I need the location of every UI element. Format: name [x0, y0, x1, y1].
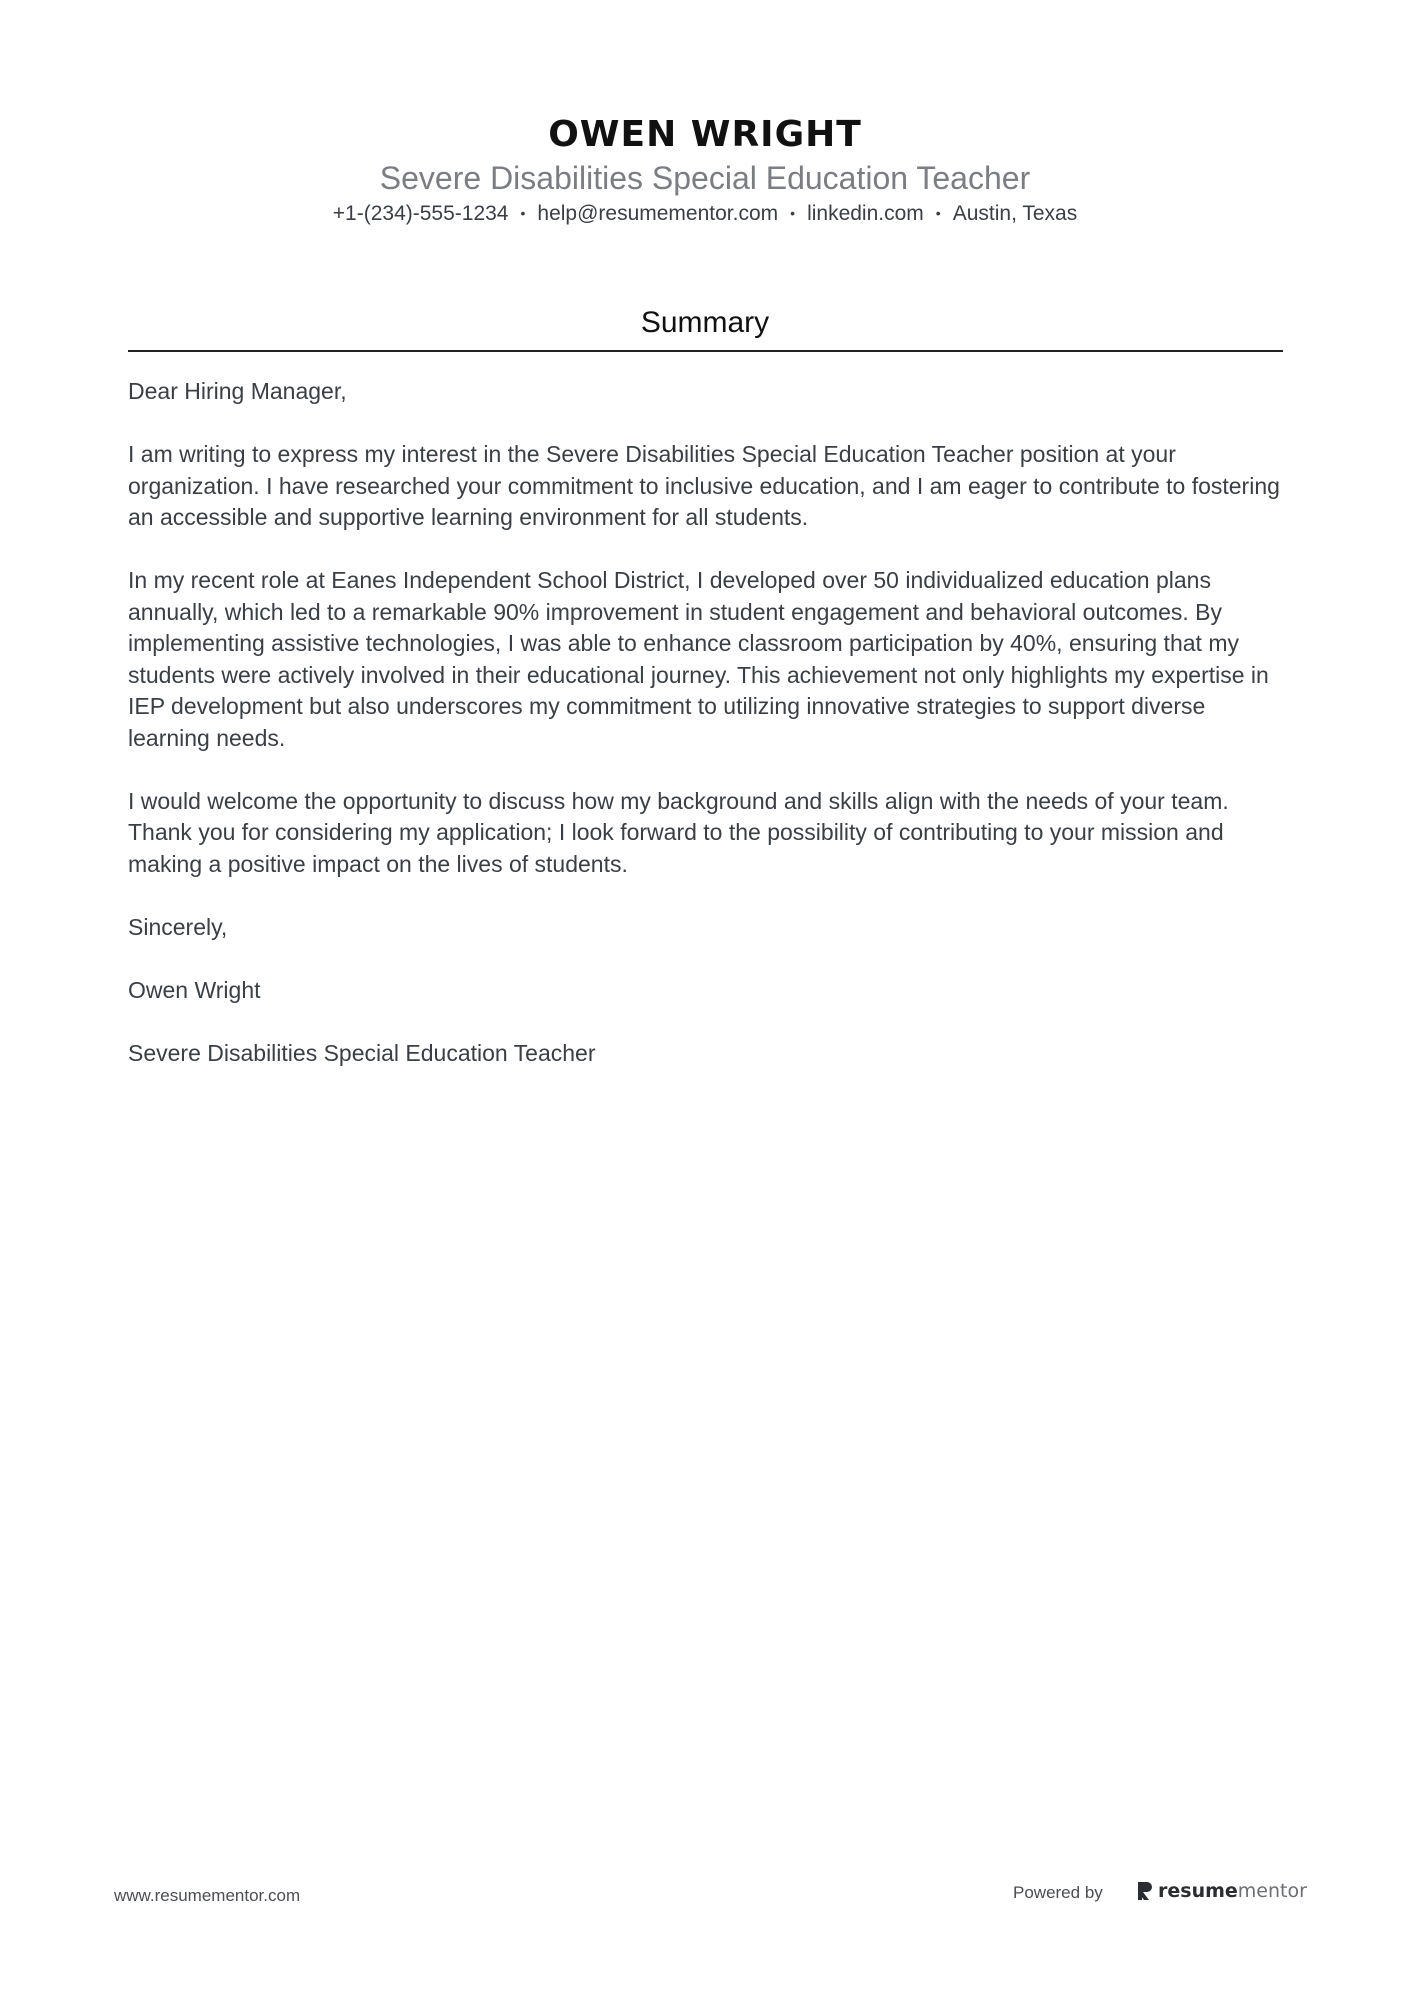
candidate-title: Severe Disabilities Special Education Teacher	[379, 160, 1031, 196]
contact-line	[0, 198, 1410, 229]
contact-phone: +1-(234)-555-1234	[332, 202, 509, 225]
separator-dot: •	[520, 205, 526, 221]
closing: Sincerely,	[128, 913, 228, 940]
salutation: Dear Hiring Manager,	[128, 378, 347, 404]
brand-logo[interactable]	[1136, 1877, 1307, 1905]
section-title-summary: Summary	[640, 306, 770, 339]
contact-location: Austin, Texas	[952, 202, 1078, 225]
signature-name: Owen Wright	[128, 976, 261, 1003]
section-divider	[128, 350, 1283, 352]
resumementor-logo-icon	[1136, 1880, 1154, 1902]
powered-by-label: Powered by	[1013, 1883, 1103, 1902]
brand-name-light: mentor	[1237, 1880, 1307, 1902]
candidate-name: OWEN WRIGHT	[548, 114, 862, 155]
paragraph-intro: I am writing to express my interest in the Severe Disabilities Special Education Teacher position at your organization. I have researched your commitment to inclusive education, and I am eager to contribute to fostering an accessible and supportive learning environment for all students.	[128, 441, 1280, 530]
paragraph-closing: I would welcome the opportunity to discuss how my background and skills align with the needs of your team. Thank you for considering my application; I look forward to the possibility of contributing to your mission and making a positive impact on the lives of students.	[128, 787, 1229, 877]
footer-website-link[interactable]: www.resumementor.com	[114, 1886, 301, 1905]
signature-title: Severe Disabilities Special Education Teacher	[128, 1039, 596, 1066]
contact-linkedin[interactable]: linkedin.com	[807, 202, 924, 225]
paragraph-experience: In my recent role at Eanes Independent School District, I developed over 50 individualized education plans annually, which led to a remarkable 90% improvement in student engagement and behavioral outcomes. By implementing assistive technologies, I was able to enhance classroom participation by 40%, ensuring that my students were actively involved in their educational journey. This achievement not only highlights my expertise in IEP development but also underscores my commitment to utilizing innovative strategies to support diverse learning needs.	[128, 567, 1269, 751]
letter-header	[0, 112, 1410, 229]
separator-dot: •	[935, 205, 941, 221]
separator-dot: •	[790, 205, 796, 221]
letter-body	[128, 376, 1288, 1101]
contact-email[interactable]: help@resumementor.com	[537, 202, 779, 225]
brand-name-bold: resume	[1158, 1880, 1238, 1902]
